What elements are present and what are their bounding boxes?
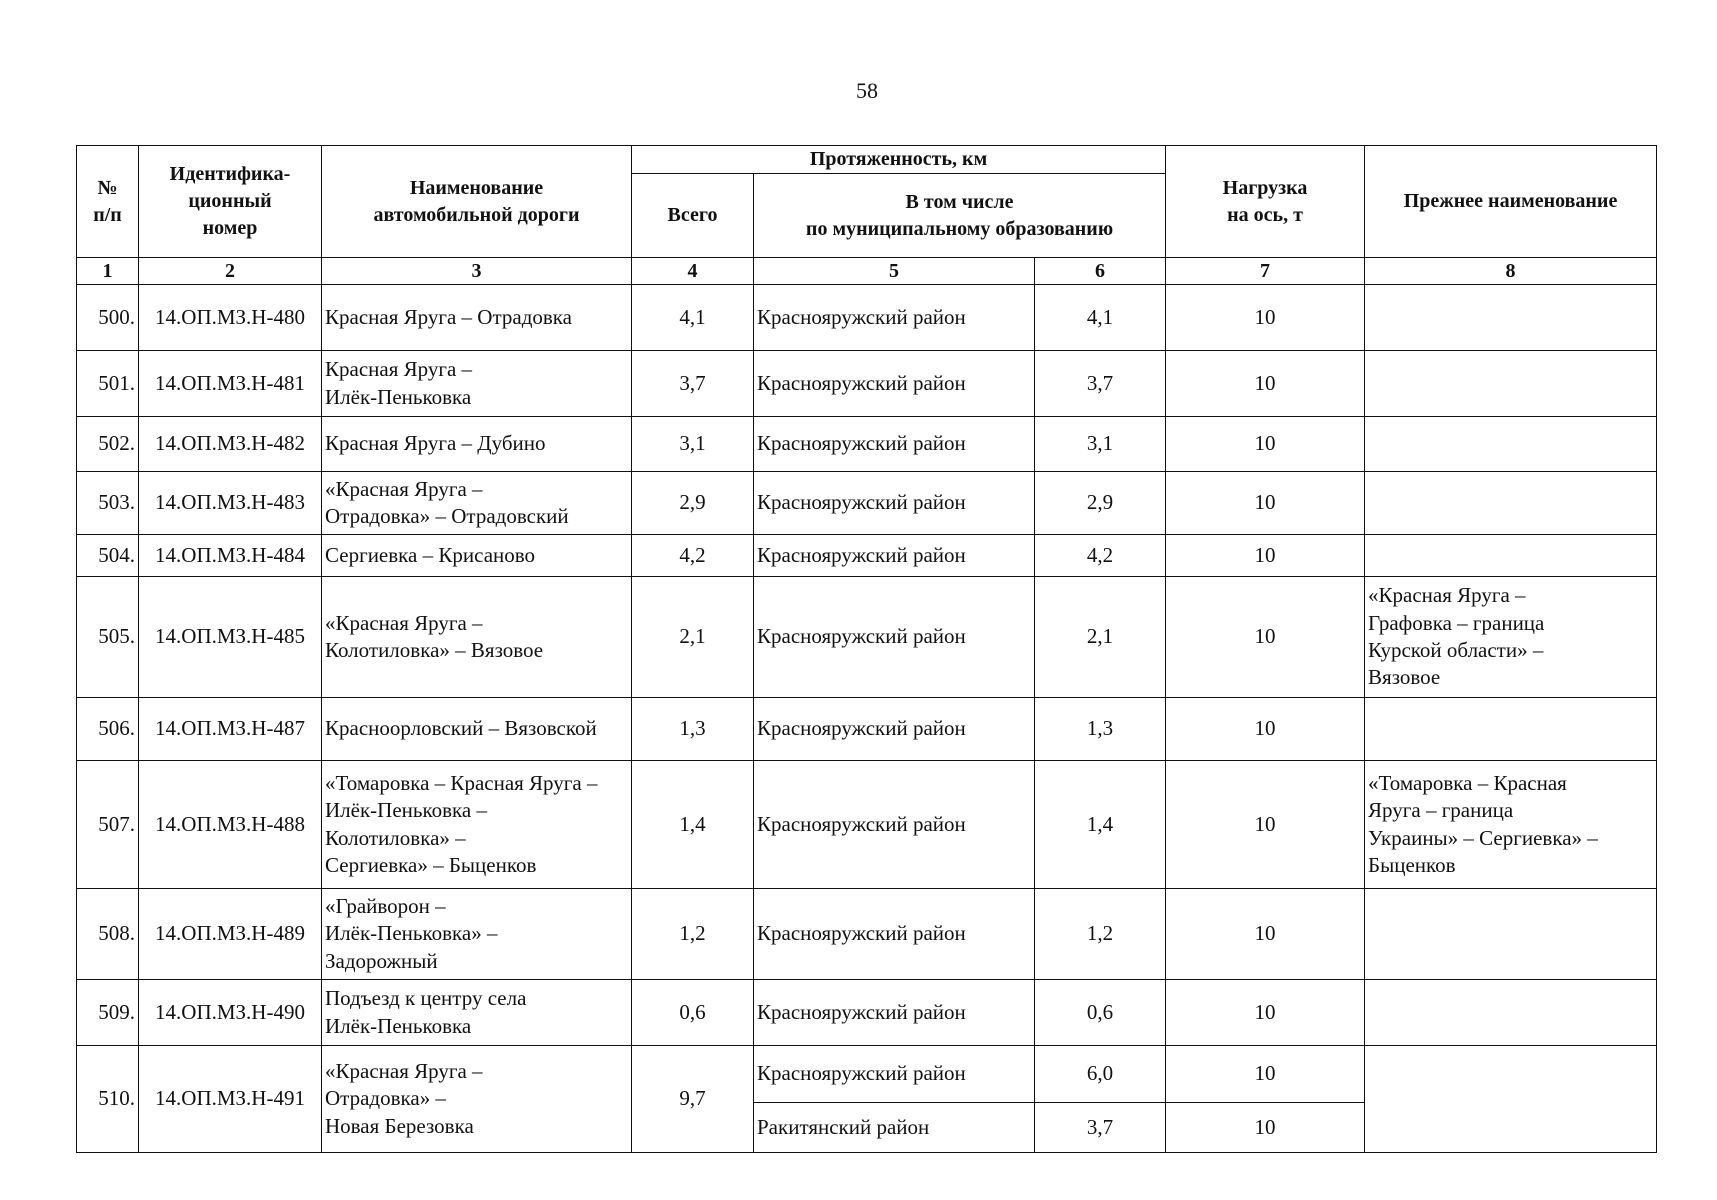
row-road-name: Подъезд к центру села Илёк-Пеньковка: [322, 980, 632, 1046]
header-prev-label: Прежнее наименование: [1403, 190, 1618, 212]
row-previous-name: [1365, 1046, 1657, 1153]
row-previous-name: [1365, 472, 1657, 535]
table-row: [77, 417, 1657, 472]
row-road-name: Красная Яруга – Отрадовка: [322, 285, 632, 351]
row-previous-name: [1365, 535, 1657, 577]
table-row: [77, 535, 1657, 577]
row-road-name: «Грайворон – Илёк-Пеньковка» – Задорожный: [322, 889, 632, 980]
row-axle-load: 10: [1166, 698, 1365, 761]
row-id: 14.ОП.МЗ.Н-481: [139, 351, 322, 417]
row-id: 14.ОП.МЗ.Н-488: [139, 761, 322, 889]
row-axle-load: 10: [1166, 1046, 1365, 1103]
table-row: [77, 698, 1657, 761]
row-total-length: 1,2: [632, 889, 754, 980]
header-load-label: Нагрузка на ось, т: [1222, 176, 1308, 226]
header-total-label: Всего: [667, 204, 718, 226]
row-road-name: Красноорловский – Вязовской: [322, 698, 632, 761]
header-load: [1166, 146, 1365, 258]
row-number: 502.: [77, 417, 139, 472]
table-row: [77, 1046, 1657, 1103]
row-total-length: 1,4: [632, 761, 754, 889]
header-name: [322, 146, 632, 258]
header-total: [632, 174, 754, 258]
row-axle-load: 10: [1166, 351, 1365, 417]
row-municipality-length: 3,7: [1035, 1103, 1166, 1153]
row-previous-name: [1365, 698, 1657, 761]
row-municipality-length: 0,6: [1035, 980, 1166, 1046]
row-id: 14.ОП.МЗ.Н-489: [139, 889, 322, 980]
row-road-name: «Томаровка – Красная Яруга – Илёк-Пеньковка – Колотиловка» – Сергиевка» – Быценков: [322, 761, 632, 889]
row-municipality-length: 1,4: [1035, 761, 1166, 889]
table-row: [77, 285, 1657, 351]
row-id: 14.ОП.МЗ.Н-480: [139, 285, 322, 351]
header-length-label: Протяженность, км: [809, 148, 988, 170]
row-axle-load: 10: [1166, 980, 1365, 1046]
row-previous-name: [1365, 980, 1657, 1046]
row-axle-load: 10: [1166, 761, 1365, 889]
row-road-name: Сергиевка – Крисаново: [322, 535, 632, 577]
row-number: 504.: [77, 535, 139, 577]
row-number: 507.: [77, 761, 139, 889]
table-row: [77, 472, 1657, 535]
row-number: 500.: [77, 285, 139, 351]
header-length-group: [632, 146, 1166, 174]
row-axle-load: 10: [1166, 417, 1365, 472]
row-previous-name: [1365, 351, 1657, 417]
row-number: 505.: [77, 577, 139, 698]
row-road-name: «Красная Яруга – Колотиловка» – Вязовое: [322, 577, 632, 698]
table-row: [77, 351, 1657, 417]
row-number: 508.: [77, 889, 139, 980]
row-id: 14.ОП.МЗ.Н-490: [139, 980, 322, 1046]
row-axle-load: 10: [1166, 889, 1365, 980]
row-previous-name: [1365, 417, 1657, 472]
row-total-length: 9,7: [632, 1046, 754, 1153]
row-total-length: 1,3: [632, 698, 754, 761]
column-number: 2: [139, 258, 322, 285]
header-name-label: Наименование автомобильной дороги: [373, 176, 580, 226]
row-number: 501.: [77, 351, 139, 417]
header-incl: [754, 174, 1166, 258]
row-total-length: 4,1: [632, 285, 754, 351]
table-body: [77, 285, 1657, 1153]
column-number: 1: [77, 258, 139, 285]
row-axle-load: 10: [1166, 577, 1365, 698]
column-number: 3: [322, 258, 632, 285]
row-municipality-length: 4,2: [1035, 535, 1166, 577]
column-number: 7: [1166, 258, 1365, 285]
row-id: 14.ОП.МЗ.Н-483: [139, 472, 322, 535]
row-municipality-length: 2,1: [1035, 577, 1166, 698]
row-number: 510.: [77, 1046, 139, 1153]
row-total-length: 0,6: [632, 980, 754, 1046]
row-previous-name: «Томаровка – Красная Яруга – граница Украины» – Сергиевка» – Быценков: [1365, 761, 1657, 889]
row-total-length: 2,9: [632, 472, 754, 535]
table-row: [77, 761, 1657, 889]
row-municipality-length: 3,7: [1035, 351, 1166, 417]
row-total-length: 2,1: [632, 577, 754, 698]
row-municipality: Краснояружский район: [754, 577, 1035, 698]
header-id-label: Идентифика- ционный номер: [169, 163, 291, 239]
row-municipality-length: 4,1: [1035, 285, 1166, 351]
row-id: 14.ОП.МЗ.Н-482: [139, 417, 322, 472]
column-number: 6: [1035, 258, 1166, 285]
row-municipality: Краснояружский район: [754, 889, 1035, 980]
table-row: [77, 577, 1657, 698]
row-municipality-length: 2,9: [1035, 472, 1166, 535]
row-municipality: Краснояружский район: [754, 535, 1035, 577]
row-municipality-length: 1,2: [1035, 889, 1166, 980]
column-number: 8: [1365, 258, 1657, 285]
row-axle-load: 10: [1166, 1103, 1365, 1153]
row-total-length: 3,1: [632, 417, 754, 472]
header-num: [77, 146, 139, 258]
row-municipality: Краснояружский район: [754, 417, 1035, 472]
header-num-label: № п/п: [93, 176, 122, 226]
table-row: [77, 980, 1657, 1046]
row-number: 506.: [77, 698, 139, 761]
row-number: 509.: [77, 980, 139, 1046]
header-row: [77, 146, 1657, 174]
row-municipality-length: 3,1: [1035, 417, 1166, 472]
header-prev: [1365, 146, 1657, 258]
header-id: [139, 146, 322, 258]
table-row: [77, 889, 1657, 980]
row-road-name: «Красная Яруга – Отрадовка» – Отрадовский: [322, 472, 632, 535]
header-incl-label: В том числе по муниципальному образованию: [805, 190, 1114, 240]
row-municipality: Ракитянский район: [754, 1103, 1035, 1153]
row-municipality: Краснояружский район: [754, 1046, 1035, 1103]
row-municipality-length: 1,3: [1035, 698, 1166, 761]
row-municipality: Краснояружский район: [754, 351, 1035, 417]
row-municipality: Краснояружский район: [754, 980, 1035, 1046]
row-total-length: 4,2: [632, 535, 754, 577]
row-axle-load: 10: [1166, 535, 1365, 577]
row-id: 14.ОП.МЗ.Н-491: [139, 1046, 322, 1153]
row-axle-load: 10: [1166, 472, 1365, 535]
roads-table: [76, 145, 1657, 1153]
row-municipality: Краснояружский район: [754, 285, 1035, 351]
row-previous-name: [1365, 889, 1657, 980]
row-municipality-length: 6,0: [1035, 1046, 1166, 1103]
row-previous-name: «Красная Яруга – Графовка – граница Курской области» – Вязовое: [1365, 577, 1657, 698]
row-road-name: Красная Яруга – Илёк-Пеньковка: [322, 351, 632, 417]
row-id: 14.ОП.МЗ.Н-485: [139, 577, 322, 698]
row-id: 14.ОП.МЗ.Н-487: [139, 698, 322, 761]
row-axle-load: 10: [1166, 285, 1365, 351]
row-previous-name: [1365, 285, 1657, 351]
column-number: 5: [754, 258, 1035, 285]
row-id: 14.ОП.МЗ.Н-484: [139, 535, 322, 577]
row-municipality: Краснояружский район: [754, 761, 1035, 889]
row-municipality: Краснояружский район: [754, 472, 1035, 535]
row-total-length: 3,7: [632, 351, 754, 417]
row-number: 503.: [77, 472, 139, 535]
row-road-name: «Красная Яруга – Отрадовка» – Новая Березовка: [322, 1046, 632, 1153]
column-numbers-row: [77, 258, 1657, 285]
row-road-name: Красная Яруга – Дубино: [322, 417, 632, 472]
page-number: 58: [856, 78, 878, 103]
column-number: 4: [632, 258, 754, 285]
row-municipality: Краснояружский район: [754, 698, 1035, 761]
